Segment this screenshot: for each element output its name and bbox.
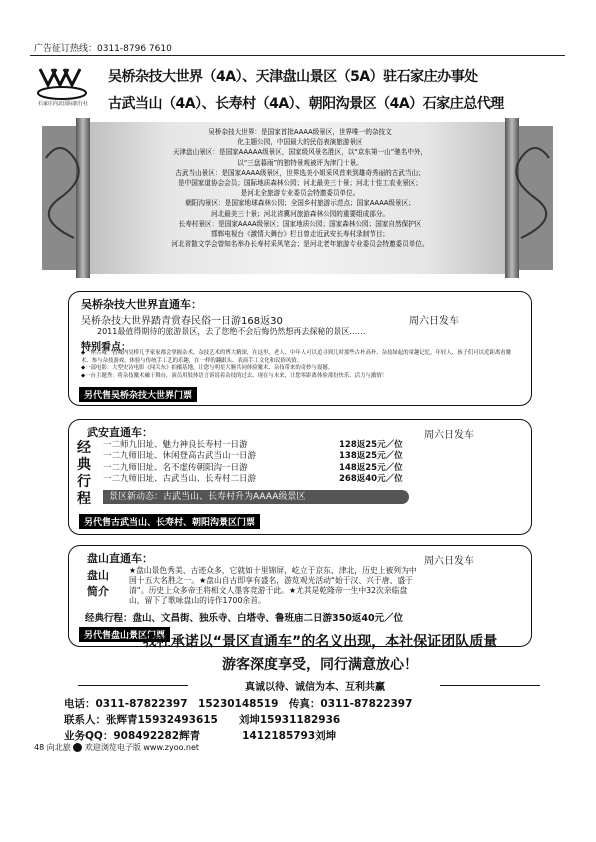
scroll-text bbox=[110, 127, 490, 249]
headline-line2: 古武当山（4A）、长寿村（4A）、朝阳沟景区（4A）石家庄总代理 bbox=[108, 96, 504, 112]
vertical-char: 经 bbox=[77, 440, 91, 456]
feature-item: ◆一部电影：大型史诗电影《闯关东》拍摄基地，让您与明星大腕共同体验魔术、杂技带来的奇妙与震撼。 bbox=[81, 365, 334, 372]
scroll-line: 古武当山景区：是国家AAAA级景区，世界选美小姐采风首来到雄奇秀丽的古武当山； bbox=[175, 168, 425, 177]
contact-phone: 电话：0311-87822397 15230148519 传真：0311-87822397 bbox=[64, 698, 413, 710]
scroll-line: 长寿村景区：是国家AAAA级景区；国家地质公园；国家森林公园；国家自然保护区 bbox=[178, 219, 422, 228]
page-footer bbox=[34, 742, 199, 753]
panshan-route: 经典行程：盘山、文昌街、独乐寺、白塔寺、鲁班庙二日游350返40元／位 bbox=[85, 613, 404, 624]
wuan-prices bbox=[339, 440, 403, 486]
ad-hotline: 广告征订热线：0311-8796 7610 bbox=[34, 44, 172, 54]
scroll-banner bbox=[30, 118, 565, 278]
logo-caption: 石家庄向北国际旅行社 bbox=[37, 101, 88, 107]
header-divider bbox=[30, 55, 565, 56]
motto-rule-right bbox=[440, 685, 540, 686]
vertical-char: 典 bbox=[77, 457, 91, 473]
route-price: 138返25元／位 bbox=[339, 451, 403, 462]
page-number: 48 bbox=[34, 743, 45, 752]
promise-line2: 游客深度享受，同行满意放心！ bbox=[222, 657, 418, 673]
wuan-ticket-tag: 另代售古武当山、长寿村、朝阳沟景区门票 bbox=[79, 514, 260, 529]
scroll-line: 以“三盘暮雨”的独特景观被评为津门十景。 bbox=[237, 158, 363, 167]
panshan-departure: 周六日发车 bbox=[424, 556, 474, 567]
scroll-line: 天津盘山景区：是国家AAAAA级景区，国家级风景名胜区，以“京东第一山”驰名中外， bbox=[172, 148, 428, 157]
wuqiao-section bbox=[68, 291, 532, 406]
panshan-label bbox=[87, 568, 109, 600]
headline-line1: 吴桥杂技大世界（4A）、天津盘山景区（5A）驻石家庄办事处 bbox=[108, 69, 478, 85]
scroll-line: 邯郸电视台《激情大舞台》栏目曾走近武安长寿村录制节目； bbox=[210, 230, 390, 239]
wuqiao-ticket-tag: 另代售吴桥杂技大世界门票 bbox=[79, 387, 197, 402]
feature-item: ◆一座古城：看城内吴桥几乎家家都会掌握杂术，杂技艺术的博大精深，在这里，老人、中年人可以追寻到儿时那些古朴高朴、杂技绿起的童趣记忆，年轻人、孩子们可以近距离看魔术、参与杂技游戏，体验与传统手工艺的乐趣，在一样的翻跟头、表演手工文化和民俗风情。 bbox=[81, 350, 512, 364]
wuan-departure: 周六日发车 bbox=[424, 430, 474, 441]
wuan-routes bbox=[103, 440, 256, 486]
wuan-section bbox=[68, 419, 532, 535]
panshan-title: 盘山直通车： bbox=[87, 552, 153, 565]
wuan-news: 景区新动态：古武当山、长寿村升为AAAA级景区 bbox=[103, 490, 409, 504]
wuqiao-features bbox=[81, 350, 521, 380]
scroll-line: 河北省散文学会曾知名举办长寿村采风笔会；是河北老年旅游专业委员会特邀委员单位。 bbox=[171, 240, 429, 249]
vertical-char: 行 bbox=[77, 474, 91, 490]
wuqiao-slogan: 2011最值得期待的旅游景区，去了您绝不会后悔仍然想再去探秘的景区…… bbox=[97, 327, 366, 336]
promise-line1: 我社承诺以“景区直通车”的名义出现，本社保证团队质量 bbox=[142, 634, 498, 650]
intro-line: ★盘山景色秀美、古迹众多，它就如十里锦屏，屹立于京东、津北，历史上被列为中 bbox=[129, 566, 417, 575]
panshan-ticket-tag: 另代售盘山景区门票 bbox=[79, 627, 170, 642]
agency-logo bbox=[34, 63, 90, 103]
globe-icon bbox=[73, 743, 82, 752]
footer-text: 欢迎浏览电子版 www.zyoo.net bbox=[84, 743, 200, 752]
route-name: 一二九师旧址、名不虚传朝阳沟一日游 bbox=[103, 462, 248, 473]
scroll-line: 是河北全旅游专业委员会特邀委员单位。 bbox=[240, 189, 360, 198]
scroll-line: 化主题公园，中国最大的民俗表演旅游景区 bbox=[237, 138, 363, 147]
route-price: 148返25元／位 bbox=[339, 462, 403, 473]
panshan-label-line: 简介 bbox=[87, 585, 109, 598]
intro-line: 国十五大名胜之一。★盘山自古即享有盛名，游览观光活动“始于汉、兴于唐、盛于 bbox=[129, 576, 413, 585]
wuqiao-features-title: 特别看点： bbox=[81, 342, 131, 353]
route-name: 一二九师旧址、休闲登高古武当山一日游 bbox=[103, 451, 257, 462]
contact-qq: 业务QQ：908492282辉青 1412185793刘坤 bbox=[64, 730, 337, 742]
route-price: 128返25元／位 bbox=[339, 440, 403, 450]
route-name: 一二九师旧址、古武当山、长寿村二日游 bbox=[103, 474, 257, 485]
intro-line: 山，留下了歌咏盘山的诗作1700余首。 bbox=[129, 596, 266, 605]
route-name: 一二师九旧址、魅力神良长寿村一日游 bbox=[103, 440, 248, 450]
motto-rule-left bbox=[78, 685, 188, 686]
magazine-name: 向北旅 bbox=[46, 743, 71, 752]
scroll-line: 吴桥杂技大世界：是国家首批AAAA级景区，世界唯一的杂技文 bbox=[208, 128, 392, 136]
panshan-intro bbox=[129, 566, 417, 606]
route-price: 268返40元／位 bbox=[339, 474, 403, 485]
vertical-char: 程 bbox=[77, 491, 91, 507]
feature-item: ◆一台主题秀：将杂技魔术融于舞台，演员用肢体语言诉说着杂技的过去、现在与未来，让您零距离体验那份快乐、活力与激情！ bbox=[81, 372, 388, 379]
wuqiao-departure: 周六日发车 bbox=[409, 316, 459, 327]
intro-line: 清”。历史上众多帝王将相文人墨客竞游于此。★尤其是乾隆帝一生中32次亲临盘 bbox=[129, 586, 408, 595]
wuqiao-offer: 吴桥杂技大世界踏青赏春民俗一日游168返30 bbox=[81, 316, 283, 327]
scroll-line: 河北最美三十景；河北省冀河旅游森林公园的重要组成部分。 bbox=[210, 209, 390, 218]
wuqiao-title: 吴桥杂技大世界直通车： bbox=[81, 298, 202, 311]
scroll-line: 朝阳沟景区：是国家地球森林公园；全国乡村旅游示范点；国家AAAA级景区； bbox=[185, 199, 415, 208]
motto: 真诚以待、诚信为本、互利共赢 bbox=[245, 682, 385, 693]
wuan-vertical-label bbox=[77, 440, 93, 508]
scroll-line: 是中国家道协会会员；国际地质森林公园；河北最美三十景；河北十佳工农业景区； bbox=[178, 179, 422, 188]
wuan-title: 武安直通车： bbox=[87, 426, 153, 439]
contact-person: 联系人：张辉青15932493615 刘坤15931182936 bbox=[64, 714, 341, 726]
panshan-label-line: 盘山 bbox=[87, 569, 109, 582]
